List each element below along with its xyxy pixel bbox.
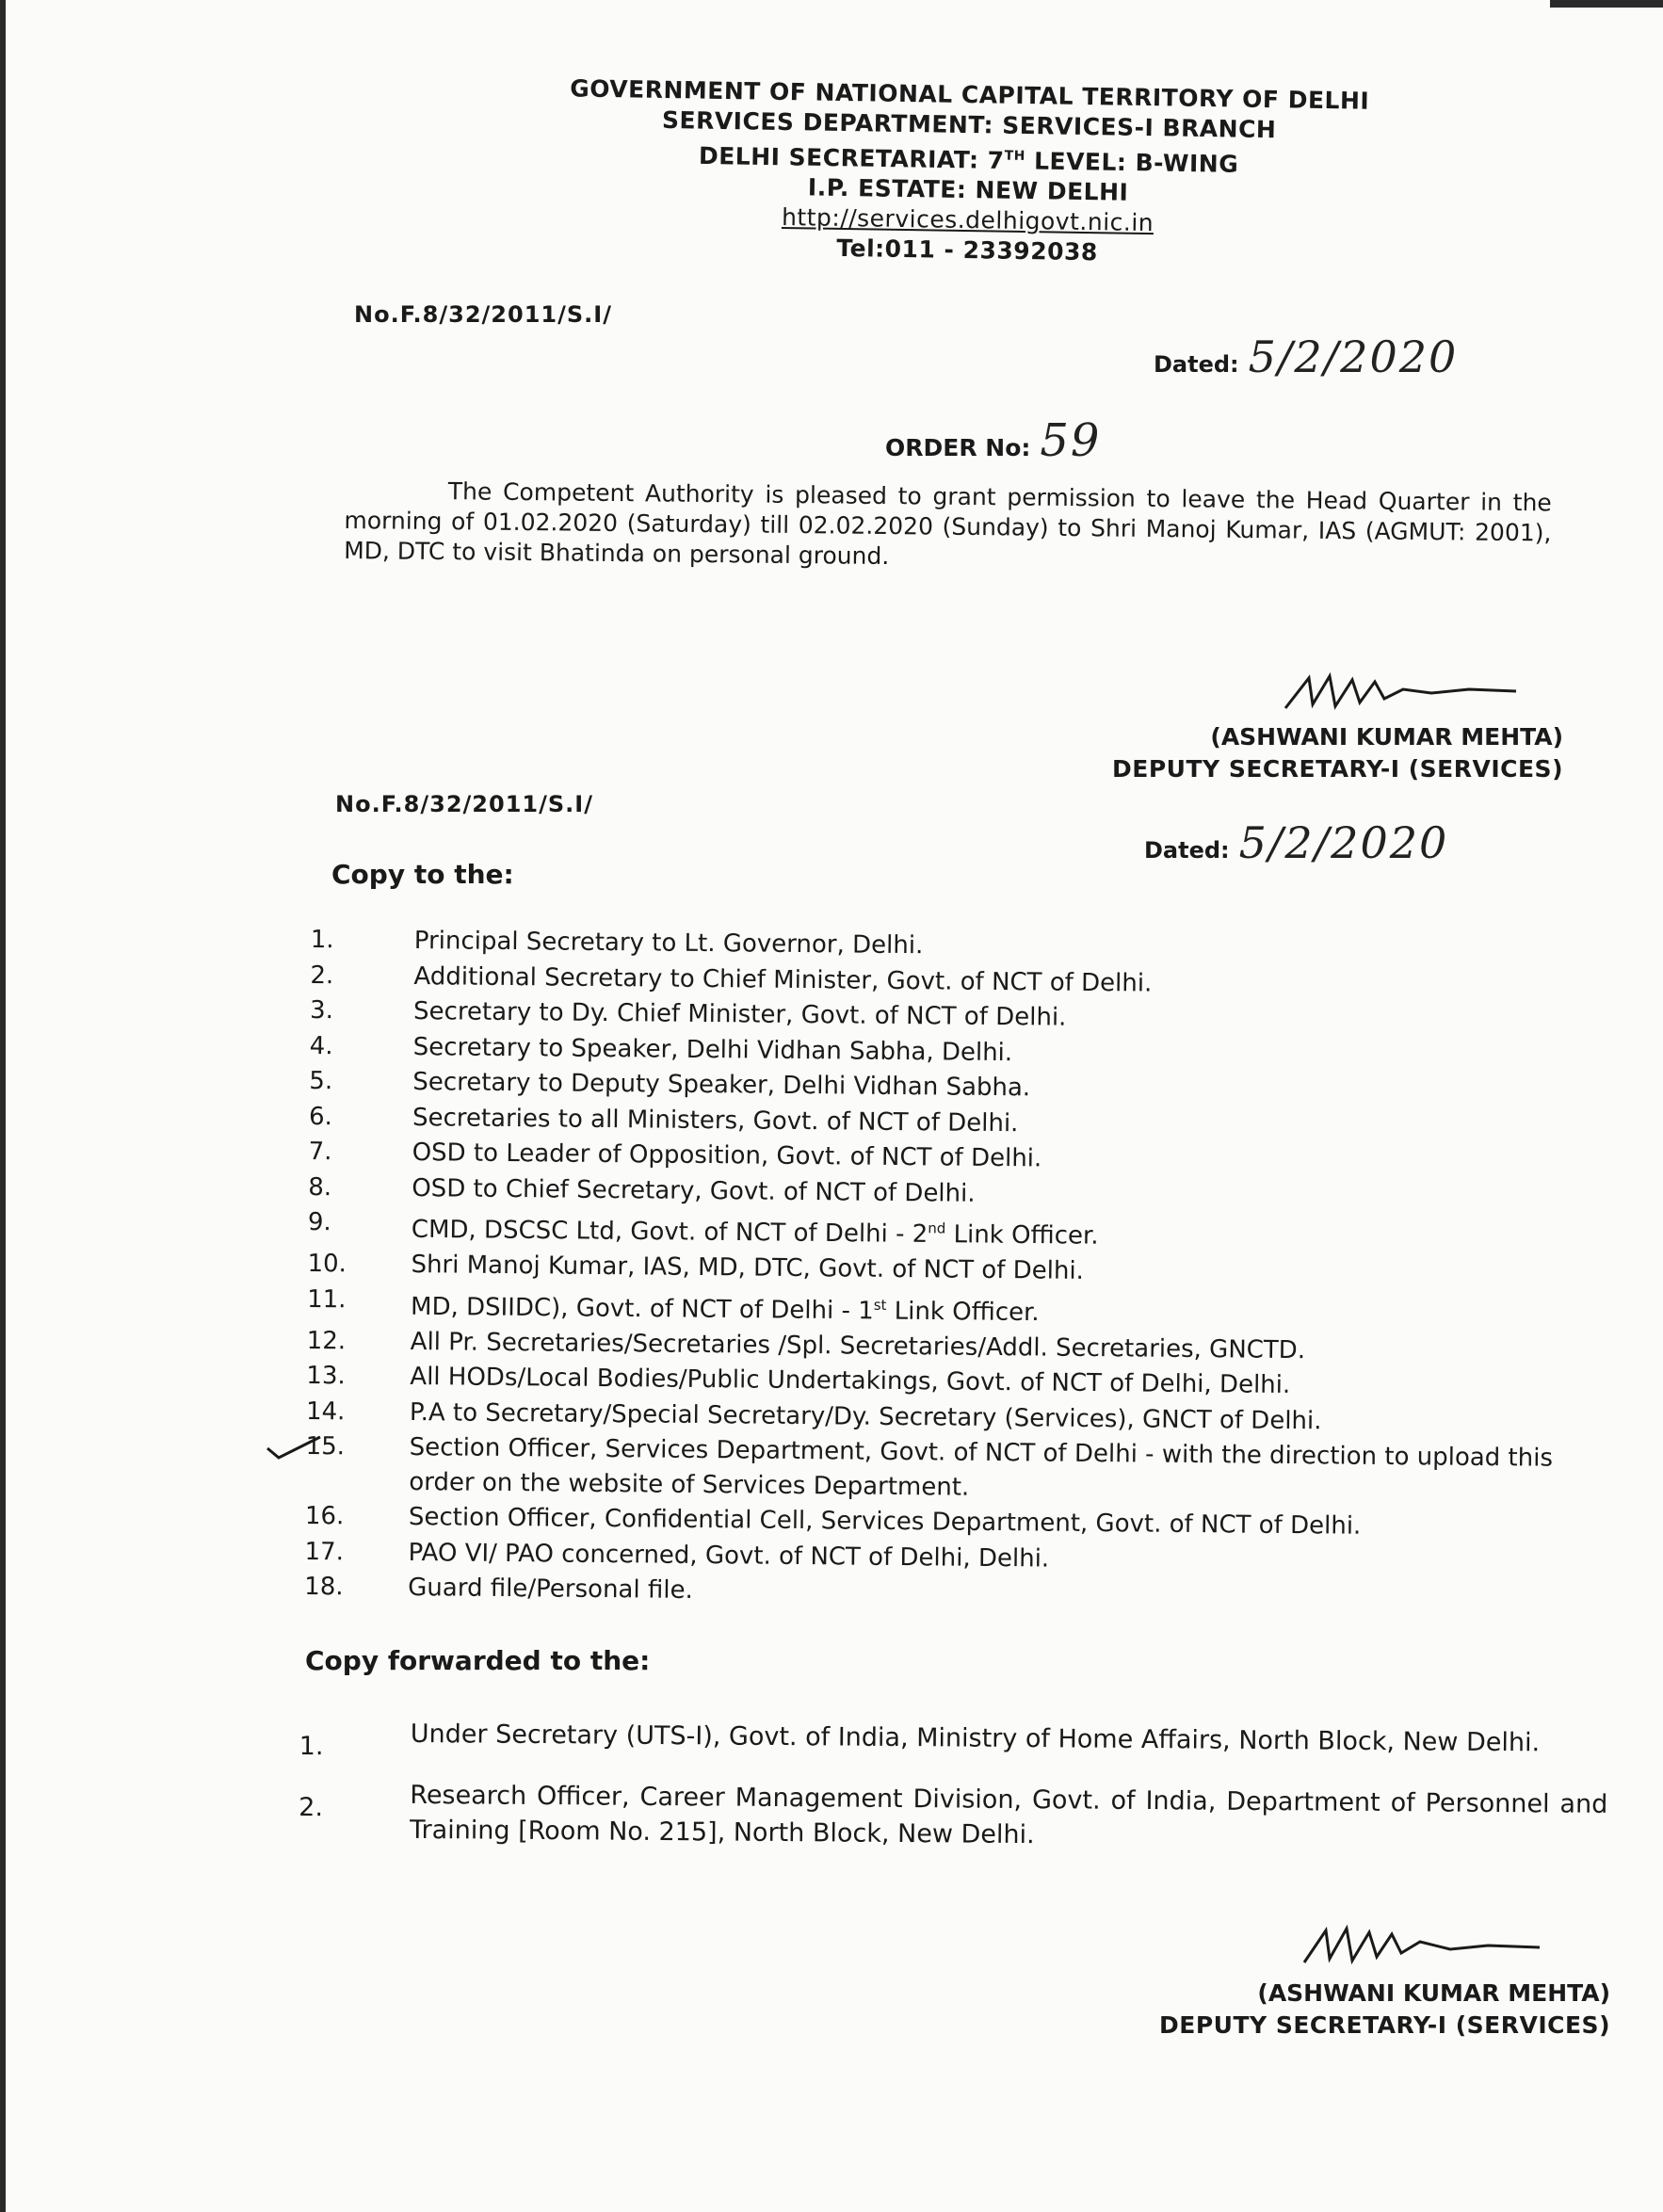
copy-forwarded-list	[299, 1716, 1608, 1870]
dated-label: Dated:	[1154, 351, 1239, 378]
file-number-2: No.F.8/32/2011/S.I/	[335, 791, 593, 817]
letterhead-line-2: SERVICES DEPARTMENT: SERVICES-I BRANCH	[661, 105, 1277, 144]
list-item: 7. OSD to Leader of Opposition, Govt. of NCT of Delhi.	[308, 1137, 1042, 1173]
order-number-handwritten: 59	[1040, 414, 1102, 467]
list-item: 13. All HODs/Local Bodies/Public Undertakings, Govt. of NCT of Delhi, Delhi.	[306, 1362, 1291, 1400]
list-item: 18. Guard file/Personal file.	[304, 1573, 693, 1606]
letterhead-line-3-pre: DELHI SECRETARIAT: 7	[698, 141, 1005, 174]
dated-top	[1154, 331, 1458, 382]
letterhead-line-1: GOVERNMENT OF NATIONAL CAPITAL TERRITORY OF DELHI	[569, 74, 1370, 115]
website-link[interactable]: http://services.delhigovt.nic.in	[781, 203, 1154, 237]
letterhead	[543, 73, 1394, 272]
letterhead-line-3-sup: TH	[1004, 148, 1026, 165]
copy-to-heading: Copy to the:	[331, 859, 514, 890]
signature-scribble-icon	[1300, 1921, 1544, 1974]
list-item: 1. Principal Secretary to Lt. Governor, Delhi.	[310, 925, 924, 961]
signature-block-1	[1036, 670, 1563, 785]
list-item: 10. Shri Manoj Kumar, IAS, MD, DTC, Govt. of NCT of Delhi.	[307, 1250, 1085, 1286]
list-item: 2. Research Officer, Career Management Division, Govt. of India, Department of Personnel and Training [Room No. 215], North Block, New Delhi.	[299, 1780, 1608, 1850]
telephone: Tel:011 - 23392038	[836, 234, 1099, 266]
signature-scribble-icon	[1281, 670, 1526, 718]
dated-handwritten: 5/2/2020	[1248, 331, 1459, 382]
dated-label-2: Dated:	[1144, 837, 1230, 864]
list-item: 17. PAO VI/ PAO concerned, Govt. of NCT of Delhi, Delhi.	[304, 1537, 1050, 1574]
list-item: 3. Secretary to Dy. Chief Minister, Govt. of NCT of Delhi.	[309, 995, 1067, 1032]
list-item: 6. Secretaries to all Ministers, Govt. of NCT of Delhi.	[308, 1102, 1019, 1138]
signatory-designation: DEPUTY SECRETARY-I (SERVICES)	[1112, 755, 1563, 783]
order-number	[885, 414, 1101, 467]
list-item: 11. MD, DSIIDC), Govt. of NCT of Delhi - 1st Link Officer.	[307, 1284, 1040, 1327]
checkmark-icon	[266, 1433, 322, 1460]
list-item: 5. Secretary to Deputy Speaker, Delhi Vidhan Sabha.	[309, 1066, 1031, 1103]
file-number: No.F.8/32/2011/S.I/	[354, 301, 612, 328]
list-item: 14. P.A to Secretary/Special Secretary/Dy. Secretary (Services), GNCT of Delhi.	[305, 1397, 1322, 1436]
order-label: ORDER No:	[885, 434, 1031, 461]
dated-handwritten-2: 5/2/2020	[1238, 817, 1449, 868]
list-item: 8. OSD to Chief Secretary, Govt. of NCT of Delhi.	[308, 1172, 976, 1208]
signatory-name: (ASHWANI KUMAR MEHTA)	[1210, 723, 1563, 751]
list-item: 1. Under Secretary (UTS-I), Govt. of India, Ministry of Home Affairs, North Block, New Delhi.	[299, 1719, 1541, 1762]
copy-to-list	[304, 923, 1610, 1618]
signature-block-2	[1036, 1921, 1610, 2042]
list-item: 2. Additional Secretary to Chief Minister, Govt. of NCT of Delhi.	[310, 961, 1153, 998]
order-body: The Competent Authority is pleased to grant permission to leave the Head Quarter in the morning of 01.02.2020 (Saturday) till 02.02.2020 (Sunday) to Shri Manoj Kumar, IAS (AGMUT: 2001), MD, DTC to visit Bhatinda on personal ground.	[344, 477, 1552, 571]
list-item: 9. CMD, DSCSC Ltd, Govt. of NCT of Delhi - 2nd Link Officer.	[307, 1207, 1099, 1251]
signatory-designation-2: DEPUTY SECRETARY-I (SERVICES)	[1159, 2011, 1610, 2039]
copy-forwarded-heading: Copy forwarded to the:	[305, 1645, 651, 1676]
letterhead-line-4: I.P. ESTATE: NEW DELHI	[807, 173, 1129, 207]
signatory-name-2: (ASHWANI KUMAR MEHTA)	[1257, 1979, 1610, 2007]
scan-edge-left	[0, 0, 6, 2212]
scan-edge-top	[1550, 0, 1663, 8]
list-item: 12. All Pr. Secretaries/Secretaries /Spl. Secretaries/Addl. Secretaries, GNCTD.	[306, 1326, 1306, 1364]
list-item: 4. Secretary to Speaker, Delhi Vidhan Sabha, Delhi.	[309, 1031, 1013, 1067]
letterhead-line-3-post: LEVEL: B-WING	[1025, 147, 1239, 178]
list-item: 16. Section Officer, Confidential Cell, Services Department, Govt. of NCT of Delhi.	[304, 1502, 1362, 1542]
list-item: 15. Section Officer, Services Department, Govt. of NCT of Delhi - with the direction to upload this order on the website of Services Department.	[305, 1432, 1554, 1503]
dated-bottom	[1144, 817, 1448, 868]
